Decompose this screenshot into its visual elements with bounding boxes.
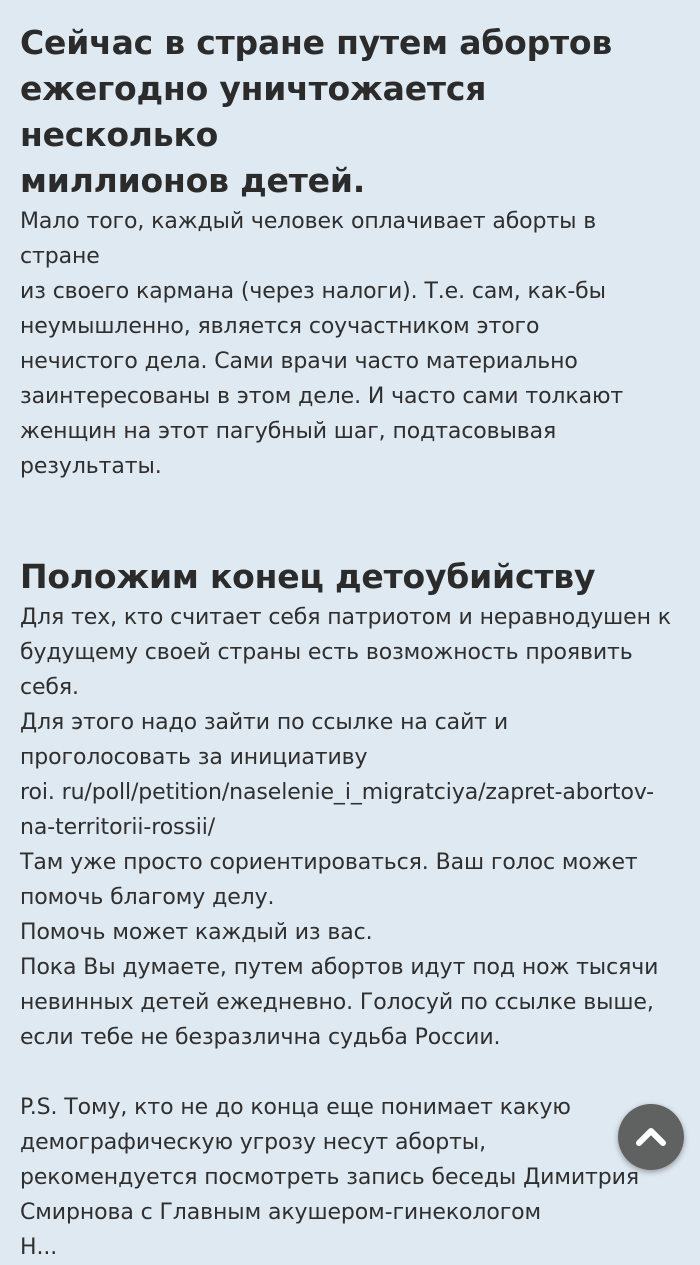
heading-line: ежегодно уничтожается несколько — [20, 69, 487, 154]
text-line: рекомендуется посмотреть запись беседы Димитрия — [20, 1165, 639, 1190]
scroll-to-top-button[interactable] — [618, 1104, 684, 1170]
section-heading: Положим конец детоубийству — [20, 557, 596, 596]
paragraph-intro — [20, 204, 685, 484]
heading-line: миллионов детей. — [20, 161, 366, 200]
text-line: стране — [20, 244, 100, 269]
text-line: нечистого дела. Сами врачи часто материально — [20, 349, 578, 374]
text-line: женщин на этот пагубный шаг, подтасовывая — [20, 419, 557, 444]
text-line: Смирнова с Главным акушером-гинекологом — [20, 1200, 542, 1225]
article-heading — [20, 20, 685, 204]
text-line: Н... — [20, 1235, 58, 1260]
text-line: проголосовать за инициативу — [20, 745, 368, 770]
text-line: Пока Вы думаете, путем абортов идут под нож тысячи — [20, 955, 659, 980]
text-line: неумышленно, является соучастником этого — [20, 314, 540, 339]
text-line: из своего кармана (через налоги). Т.е. сам, как-бы — [20, 279, 606, 304]
text-line: результаты. — [20, 454, 162, 479]
text-line: заинтересованы в этом деле. И часто сами толкают — [20, 384, 624, 409]
text-line: невинных детей ежедневно. Голосуй по ссылке выше, — [20, 990, 654, 1015]
text-line: если тебе не безразлична судьба России. — [20, 1025, 501, 1050]
text-line: будущему своей страны есть возможность проявить — [20, 640, 633, 665]
text-line: демографическую угрозу несут аборты, — [20, 1130, 486, 1155]
text-line: Помочь может каждый из вас. — [20, 920, 373, 945]
text-line: Для тех, кто считает себя патриотом и неравнодушен к — [20, 605, 671, 630]
chevron-up-icon — [633, 1119, 669, 1155]
text-line: Для этого надо зайти по ссылке на сайт и — [20, 710, 509, 735]
paragraph-call-to-action — [20, 600, 685, 1055]
text-line: Мало того, каждый человек оплачивает аборты в — [20, 209, 597, 234]
text-line: Там уже просто сориентироваться. Ваш голос может — [20, 850, 638, 875]
petition-url-line: roi. ru/poll/petition/naselenie_i_migratciya/zapret-abortov- — [20, 780, 654, 805]
spacer — [20, 1055, 685, 1090]
text-line: помочь благому делу. — [20, 885, 275, 910]
spacer — [20, 484, 685, 554]
text-line: P.S. Тому, кто не до конца еще понимает какую — [20, 1095, 571, 1120]
text-line: себя. — [20, 675, 79, 700]
paragraph-ps — [20, 1090, 685, 1265]
petition-url-line: na-territorii-rossii/ — [20, 815, 216, 840]
heading-line: Сейчас в стране путем абортов — [20, 23, 613, 62]
article-body — [20, 20, 685, 1265]
